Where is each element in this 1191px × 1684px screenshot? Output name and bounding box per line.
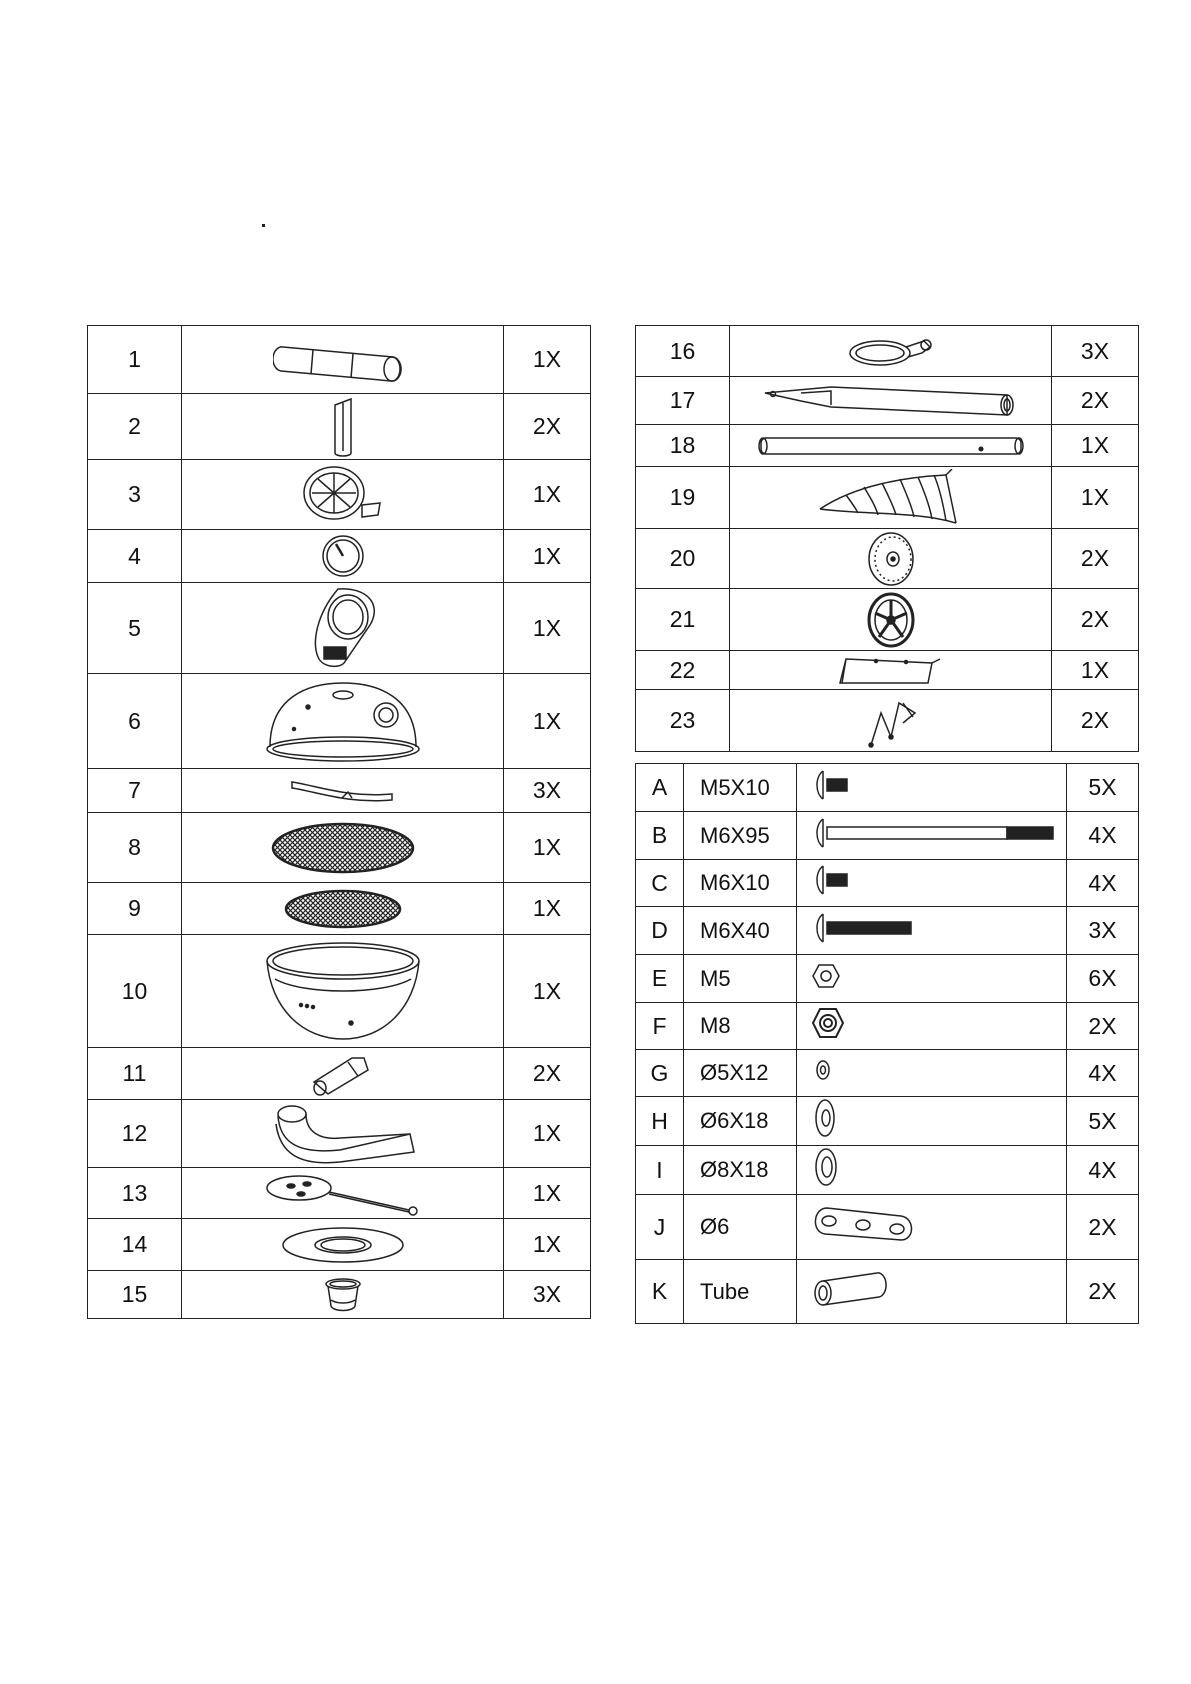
part-qty: 2X [1052,589,1139,651]
hardware-code: B [636,812,684,860]
spacer-plate-icon [811,1204,917,1244]
part-number: 20 [636,529,730,589]
hardware-code: H [636,1097,684,1146]
part-qty: 3X [504,1271,591,1319]
table-row [636,955,1139,1003]
lid-handle-icon [298,585,388,671]
hardware-spec: M6X95 [684,812,797,860]
hardware-spec: M6X10 [684,860,797,907]
table-row [88,583,591,674]
leg-icon [761,381,1021,421]
hardware-spec: Ø6X18 [684,1097,797,1146]
hardware-spec: M8 [684,1003,797,1050]
hardware-code: K [636,1260,684,1324]
part-number: 19 [636,467,730,529]
table-row [88,1048,591,1100]
hardware-spec: Tube [684,1260,797,1324]
hardware-code: J [636,1195,684,1260]
table-row [636,589,1139,651]
thermometer-icon [318,532,368,580]
table-row [636,529,1139,589]
part-qty: 3X [1052,326,1139,377]
hardware-qty: 5X [1067,764,1139,812]
plate-bracket-icon [836,653,946,687]
vent-damper-icon [298,463,388,527]
hardware-qty: 2X [1067,1260,1139,1324]
part-number: 8 [88,813,182,883]
bolt-short-icon [811,767,871,803]
part-qty: 2X [504,394,591,460]
part-number: 2 [88,394,182,460]
wheel-spoked-icon [863,591,919,649]
part-number: 11 [88,1048,182,1100]
table-row [636,1003,1139,1050]
table-row [636,425,1139,467]
table-row [636,377,1139,425]
table-row [636,764,1139,812]
hardware-qty: 4X [1067,1050,1139,1097]
washer-large-icon [811,1146,841,1188]
part-number: 4 [88,530,182,583]
hardware-qty: 4X [1067,812,1139,860]
hardware-qty: 4X [1067,860,1139,907]
part-qty: 1X [504,1100,591,1168]
grill-lid-icon [258,677,428,765]
hardware-qty: 6X [1067,955,1139,1003]
part-number: 16 [636,326,730,377]
table-row [88,530,591,583]
part-qty: 1X [504,326,591,394]
grill-bowl-icon [263,939,423,1043]
part-qty: 1X [1052,651,1139,690]
table-row [88,935,591,1048]
part-number: 10 [88,935,182,1048]
table-row [636,812,1139,860]
table-row [636,1195,1139,1260]
table-row [636,1146,1139,1195]
part-qty: 2X [504,1048,591,1100]
hardware-code: G [636,1050,684,1097]
hardware-table [635,763,1139,1324]
short-pipe-icon [323,397,363,457]
part-number: 17 [636,377,730,425]
washer-medium-icon [811,1097,839,1139]
hardware-code: F [636,1003,684,1050]
hardware-qty: 5X [1067,1097,1139,1146]
part-qty: 2X [1052,690,1139,752]
hardware-spec: M5 [684,955,797,1003]
part-qty: 1X [504,883,591,935]
bolt-long-icon [811,815,1061,851]
table-row [88,769,591,813]
spacer-tube-icon [811,1269,891,1309]
table-row [88,674,591,769]
part-number: 13 [88,1168,182,1219]
table-row [88,394,591,460]
hardware-spec: Ø6 [684,1195,797,1260]
ash-sweeper-icon [263,1170,423,1216]
hardware-code: E [636,955,684,1003]
table-row [636,326,1139,377]
part-qty: 1X [504,530,591,583]
part-qty: 1X [504,1219,591,1271]
table-row [636,690,1139,752]
part-qty: 1X [504,935,591,1048]
parts-table-left [87,325,591,1319]
washer-small-icon [811,1055,835,1085]
table-row [88,326,591,394]
part-qty: 3X [504,769,591,813]
wire-clip-icon [846,331,936,371]
nut-icon [811,961,841,991]
part-number: 3 [88,460,182,530]
part-qty: 2X [1052,377,1139,425]
wheel-icon [863,531,919,587]
stray-mark [262,224,265,227]
wire-rack-icon [816,469,966,527]
part-number: 15 [88,1271,182,1319]
bracket-icon [288,776,398,806]
table-row [636,860,1139,907]
table-row [88,460,591,530]
charcoal-grate-icon [283,888,403,930]
part-qty: 1X [504,1168,591,1219]
cooking-grate-icon [270,820,416,876]
part-qty: 1X [1052,467,1139,529]
table-row [88,1168,591,1219]
table-row [636,651,1139,690]
table-row [636,1050,1139,1097]
hardware-code: C [636,860,684,907]
part-number: 5 [88,583,182,674]
hardware-code: I [636,1146,684,1195]
table-row [88,1100,591,1168]
hardware-qty: 2X [1067,1003,1139,1050]
hardware-spec: Ø8X18 [684,1146,797,1195]
hardware-spec: Ø5X12 [684,1050,797,1097]
part-qty: 2X [1052,529,1139,589]
table-row [88,883,591,935]
table-row [636,907,1139,955]
table-row [88,813,591,883]
table-row [636,1097,1139,1146]
ash-pan-icon [280,1225,406,1265]
part-number: 9 [88,883,182,935]
part-qty: 1X [1052,425,1139,467]
hardware-qty: 4X [1067,1146,1139,1195]
hardware-qty: 2X [1067,1195,1139,1260]
bent-pipe-icon [270,1104,416,1164]
part-qty: 1X [504,674,591,769]
part-number: 12 [88,1100,182,1168]
part-number: 21 [636,589,730,651]
part-number: 18 [636,425,730,467]
part-number: 1 [88,326,182,394]
tube-icon [273,335,413,385]
bolt-medium-icon [811,910,921,946]
leg-cap-icon [308,1052,378,1096]
part-qty: 1X [504,460,591,530]
axle-rod-icon [753,434,1029,458]
table-row [88,1219,591,1271]
table-row [636,467,1139,529]
part-number: 7 [88,769,182,813]
hardware-spec: M5X10 [684,764,797,812]
part-number: 14 [88,1219,182,1271]
table-row [88,1271,591,1319]
hardware-qty: 3X [1067,907,1139,955]
lock-nut-icon [811,1006,845,1040]
hardware-code: D [636,907,684,955]
table-row [636,1260,1139,1324]
part-number: 6 [88,674,182,769]
part-number: 22 [636,651,730,690]
cup-icon [323,1276,363,1314]
hardware-code: A [636,764,684,812]
wire-hook-icon [863,693,919,749]
part-qty: 1X [504,813,591,883]
part-number: 23 [636,690,730,752]
parts-table-right [635,325,1139,752]
bolt-short-icon [811,862,871,898]
hardware-spec: M6X40 [684,907,797,955]
part-qty: 1X [504,583,591,674]
